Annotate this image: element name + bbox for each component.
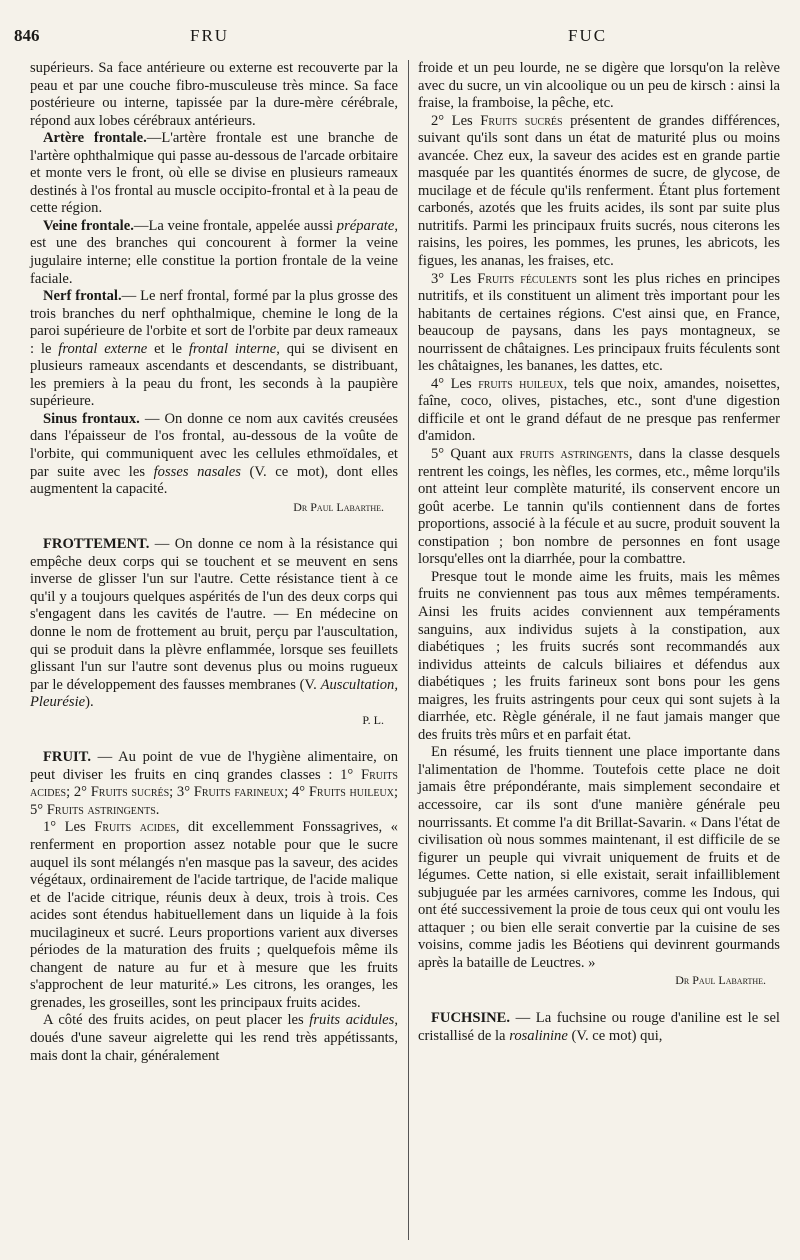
subentry-heading: Sinus frontaux. [43,410,140,427]
author-signature: Dr Paul Labarthe. [675,973,766,988]
entry-heading: FROTTEMENT. [43,536,150,553]
left-running-head: FRU [190,26,230,45]
entry-sinus-frontaux: Sinus frontaux. — On donne ce nom aux cavités creusées dans l'épaisseur de l'os frontal, au-dessous de la voûte de l'orbite, qui communiquent avec les cellules ethmoïdales, et par suite avec les fosses nasales (V. ce mot), dont elles augmentent la capacité. Dr Paul Labarthe. [30,411,398,516]
author-signature: P. L. [362,712,384,727]
paragraph-fruits-feculents: 3° Les Fruits féculents sont les plus riches en principes nutritifs, et ils constituent un aliment très important pour les habitants de certaines régions. C'est ainsi que, en France, beaucoup de paysans, dans les pays montagneux, se nourrissent de châtaignes. Les principaux fruits féculents sont les châtaignes, les bananes, les dattes, etc. [418,270,780,375]
entry-nerf-frontal: Nerf frontal.— Le nerf frontal, formé par la plus grosse des trois branches du nerf ophthalmique, chemine le long de la paroi supérieure de l'orbite et sort de l'orbite par deux rameaux : le frontal externe et le frontal interne, qui se divisent en plusieurs rameaux ascendants et descendants, se distribuant, les premiers à la peau du front, les seconds à la paupière supérieure. [30,288,398,410]
paragraph-fruits-acides: 1° Les Fruits acides, dit excellemment Fonssagrives, « renferment en proportion assez notable pour que le sucre auquel ils sont mélangés n'en masque pas la saveur, des acides végétaux, ordinairement de l'acide tartrique, de l'acide malique et de l'acide citrique, réunis deux à deux, trois à trois. Ces acides sont étendus habituellement dans un liquide à la fois mucilagineux et sucré. Leurs proportions varient aux diverses périodes de la maturation des fruits ; quelquefois même ils changent de nature au fur et à mesure que les fruits s'approchent de leur maturité.» Les citrons, les oranges, les grenades, les groseilles, sont les principaux fruits acides. [30,819,398,1011]
entry-heading: FRUIT. [43,749,91,766]
subentry-heading: Veine frontale. [43,217,134,234]
entry-frottement: FROTTEMENT. — On donne ce nom à la résistance qui empêche deux corps qui se touchent et se meuvent en sens inverse de glisser l'un sur l'autre. Cette résistance tient à ce qu'il y a toujours quelques aspérités de l'un des deux corps qui s'engagent dans les cavités de l'autre. — En médecine on donne le nom de frottement au bruit, perçu par l'auscultation, qui se produit dans la plèvre enflammée, lorsque ses feuillets glissant l'un sur l'autre sont devenus plus ou moins rugueux par le développement des fausses membranes (V. Auscultation, Pleurésie). P. L. [30,536,398,729]
left-column [30,60,398,1065]
paragraph-continued: supérieurs. Sa face antérieure ou externe est recouverte par la peau et par une couche fibro-musculeuse très mince. Sa face postérieure ou interne, tapissée par la dure-mère cérébrale, répond aux lobes cérébraux antérieurs. [30,60,398,129]
paragraph-fruits-huileux: 4° Les fruits huileux, tels que noix, amandes, noisettes, faîne, coco, olives, pistaches, etc., sont d'une digestion difficile et ont le grand défaut de ne presque pas renfermer d'amidon. [418,375,780,445]
right-running-head: FUC [568,26,608,45]
entry-artere-frontale: Artère frontale.—L'artère frontale est une branche de l'artère ophthalmique qui passe au-dessous de l'arcade orbitaire et monte vers le front, où elle se divise en plusieurs rameaux destinés à l'os frontal au muscle occipito-frontal et à la peau de cette région. [30,130,398,217]
entry-heading: FUCHSINE. [431,1009,511,1026]
entry-fuchsine: FUCHSINE. — La fuchsine ou rouge d'aniline est le sel cristallisé de la rosalinine (V. ce mot) qui, [418,1009,780,1044]
paragraph-fruits-acidules: A côté des fruits acides, on peut placer les fruits acidules, doués d'une saveur aigrelette qui les rend très appétissants, mais dont la chair, généralement [30,1012,398,1064]
entry-fruit: FRUIT. — Au point de vue de l'hygiène alimentaire, on peut diviser les fruits en cinq grandes classes : 1° Fruits acides; 2° Fruits sucrés; 3° Fruits farineux; 4° Fruits huileux; 5° Fruits astringents. [30,749,398,818]
paragraph-continued: froide et un peu lourde, ne se digère que lorsqu'on la relève avec du sucre, un vin alcoolique ou un peu de kirsch : ainsi la fraise, la framboise, la pêche, etc. [418,60,780,112]
running-header [0,26,800,50]
paragraph-fruits-sucres: 2° Les Fruits sucrés présentent de grandes différences, suivant qu'ils sont dans un état de maturité plus ou moins avancée. Chez eux, la saveur des acides est en grande partie masquée par les quantités énormes de sucre, de glycose, de mucilage et de fécule qu'ils renferment. Étant plus fortement carbonés, azotés que les fruits acides, ils sont par suite plus nutritifs. Parmi les principaux fruits sucrés, nous citerons les raisins, les poires, les pommes, les prunes, les abricots, les figues, les ananas, les fraises, etc. [418,112,780,270]
paragraph-temperaments: Presque tout le monde aime les fruits, mais les mêmes fruits ne conviennent pas tous aux mêmes tempéraments. Ainsi les fruits acides conviennent aux tempéraments sanguins, aux individus sujets à la constipation, aux diabétiques ; les fruits sucrés sont recommandés aux individus atteints de calculs biliaires et défendus aux diabétiques ; les fruits farineux sont bons pour les gens maigres, les fruits astringents pour ceux qui sont sujets à la diarrhée, etc. Règle générale, il ne faut jamais manger que des fruits très mûrs et en parfait état. [418,568,780,743]
right-column [418,60,780,1045]
page-number: 846 [14,26,40,45]
column-divider [408,60,409,1240]
entry-veine-frontale: Veine frontale.—La veine frontale, appelée aussi préparate, est une des branches qui concourent à former la veine jugulaire interne; elle constitue la portion frontale de la veine faciale. [30,217,398,287]
subentry-heading: Artère frontale. [43,130,147,147]
paragraph-resume: En résumé, les fruits tiennent une place importante dans l'alimentation de l'homme. Toutefois cette place ne doit jamais être prépondérante, mais simplement secondaire et accessoire, car ils sont d'une manière générale peu nourrissants. Et comme l'a dit Brillat-Savarin. « Dans l'état de civilisation où nous sommes maintenant, il est difficile de se figurer un peuple qui vivrait uniquement de fruits et de légumes. Cette nation, si elle existait, serait infailliblement subjuguée par les armées carnivores, comme les Indous, qui ont été successivement la proie de tous ceux qui ont voulu les attaquer ; ou bien elle serait convertie par la cuisine de ses voisins, comme jadis les Béotiens qui devinrent gourmands après la bataille de Leuctres. » Dr Paul Labarthe. [418,744,780,990]
subentry-heading: Nerf frontal. [43,288,122,305]
author-signature: Dr Paul Labarthe. [293,499,384,514]
paragraph-fruits-astringents: 5° Quant aux fruits astringents, dans la classe desquels rentrent les coings, les nèfles, les cormes, etc., même lorqu'ils ont atteint leur complète maturité, ils conservent encore un goût acerbe. Le tannin qu'ils contiennent dans de fortes proportions, associé à la fécule et au sucre, produit souvent la constipation ; bon nombre de personnes en font usage lorsqu'elles ont la diarrhée, pour la combattre. [418,446,780,568]
